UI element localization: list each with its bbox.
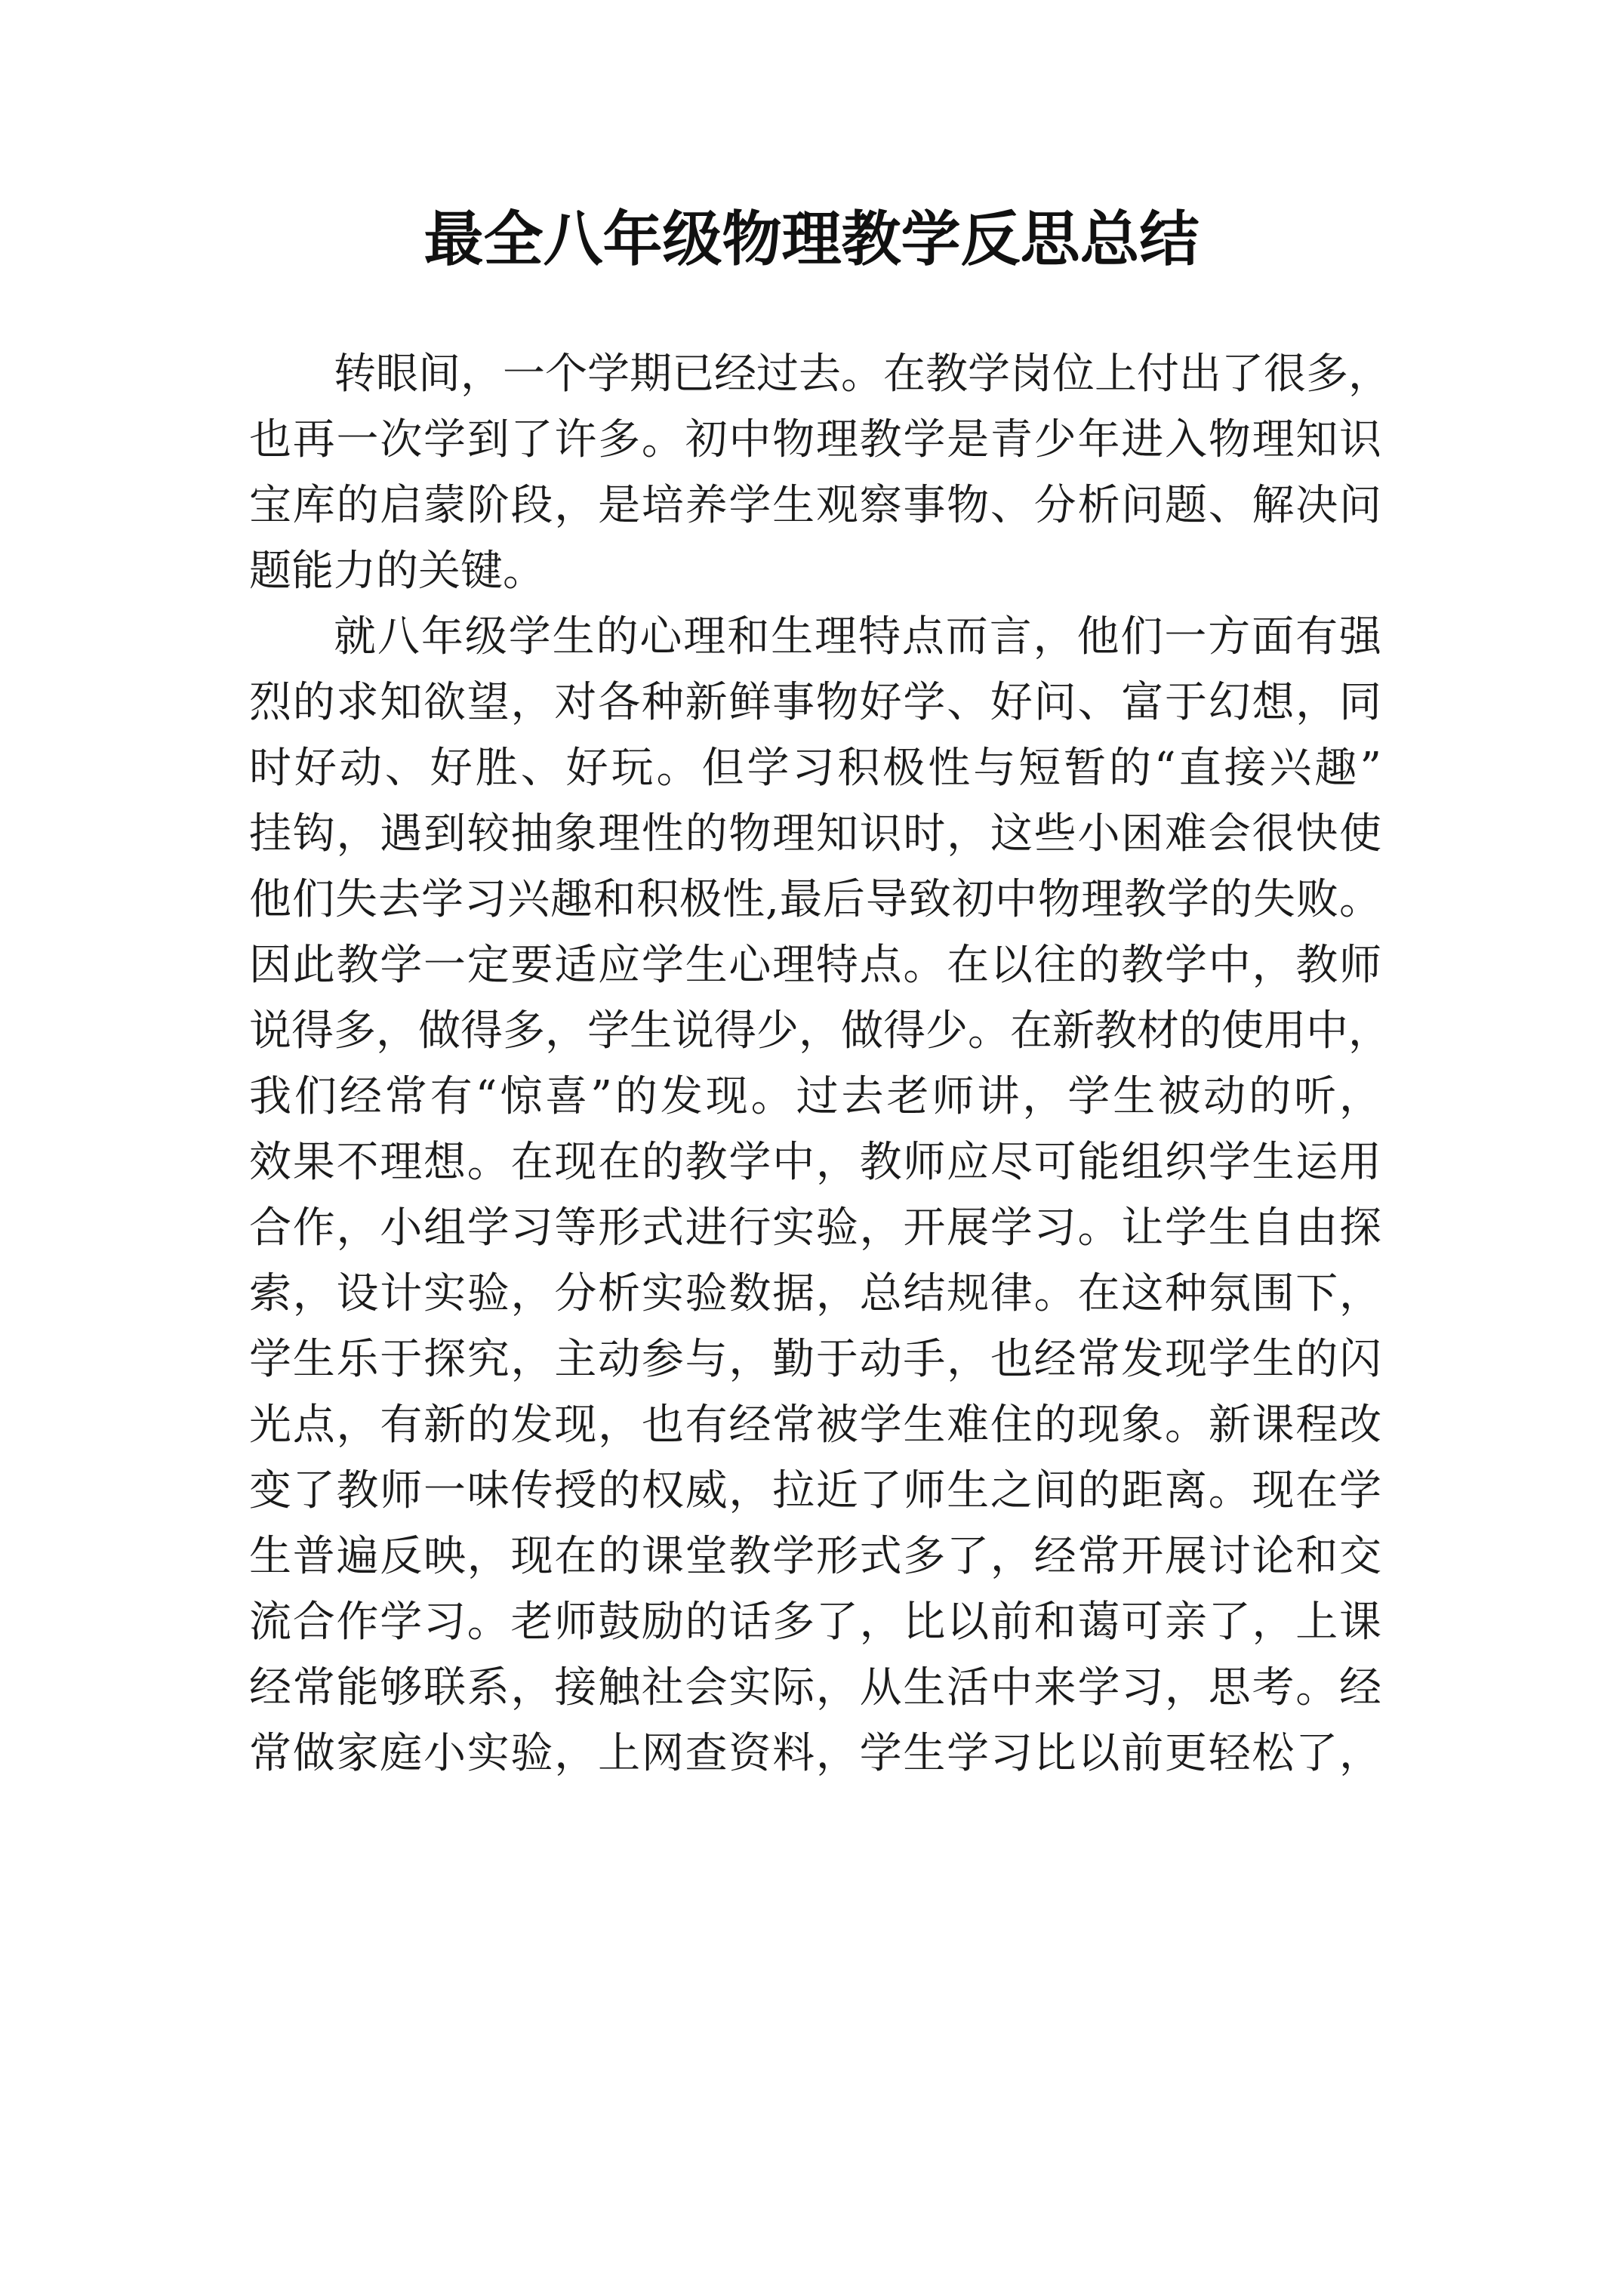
text-line: 效果不理想。在现在的教学中，教师应尽可能组织学生运用 (249, 1138, 1381, 1187)
text-line: 就八年级学生的心理和生理特点而言，他们一方面有强 (334, 612, 1381, 661)
text-line: 因此教学一定要适应学生心理特点。在以往的教学中，教师 (249, 941, 1381, 990)
text-line: 宝库的启蒙阶段，是培养学生观察事物、分析问题、解决问 (249, 481, 1381, 530)
document-title: 最全八年级物理教学反思总结 (423, 204, 1200, 274)
text-line: 生普遍反映，现在的课堂教学形式多了，经常开展讨论和交 (249, 1532, 1381, 1581)
text-line: 题能力的关键。 (249, 547, 545, 596)
text-line: 经常能够联系，接触社会实际，从生活中来学习，思考。经 (249, 1663, 1381, 1712)
text-line: 他们失去学习兴趣和积极性,最后导致初中物理教学的失败。 (249, 875, 1381, 924)
text-line: 时好动、好胜、好玩。但学习积极性与短暂的“直接兴趣” (249, 744, 1381, 793)
text-line: 我们经常有“惊喜”的发现。过去老师讲，学生被动的听， (249, 1072, 1381, 1121)
text-line: 流合作学习。老师鼓励的话多了，比以前和蔼可亲了，上课 (249, 1598, 1381, 1647)
text-line: 挂钩，遇到较抽象理性的物理知识时，这些小困难会很快使 (249, 809, 1381, 858)
text-line: 索，设计实验，分析实验数据，总结规律。在这种氛围下， (249, 1269, 1381, 1318)
text-line: 光点，有新的发现，也有经常被学生难住的现象。新课程改 (249, 1401, 1381, 1450)
text-line: 说得多，做得多，学生说得少，做得少。在新教材的使用中， (249, 1006, 1390, 1056)
paragraph-2 (249, 604, 1390, 1786)
text-line: 常做家庭小实验，上网查资料，学生学习比以前更轻松了， (249, 1729, 1381, 1778)
paragraph-1 (249, 341, 1390, 604)
text-line: 转眼间，一个学期已经过去。在教学岗位上付出了很多， (334, 350, 1390, 399)
text-line: 变了教师一味传授的权威，拉近了师生之间的距离。现在学 (249, 1466, 1381, 1515)
text-line: 学生乐于探究，主动参与，勤于动手，也经常发现学生的闪 (249, 1335, 1381, 1384)
document-body (249, 341, 1390, 1786)
text-line: 烈的求知欲望，对各种新鲜事物好学、好问、富于幻想，同 (249, 678, 1381, 727)
text-line: 也再一次学到了许多。初中物理教学是青少年进入物理知识 (249, 415, 1381, 464)
text-line: 合作，小组学习等形式进行实验，开展学习。让学生自由探 (249, 1203, 1381, 1253)
